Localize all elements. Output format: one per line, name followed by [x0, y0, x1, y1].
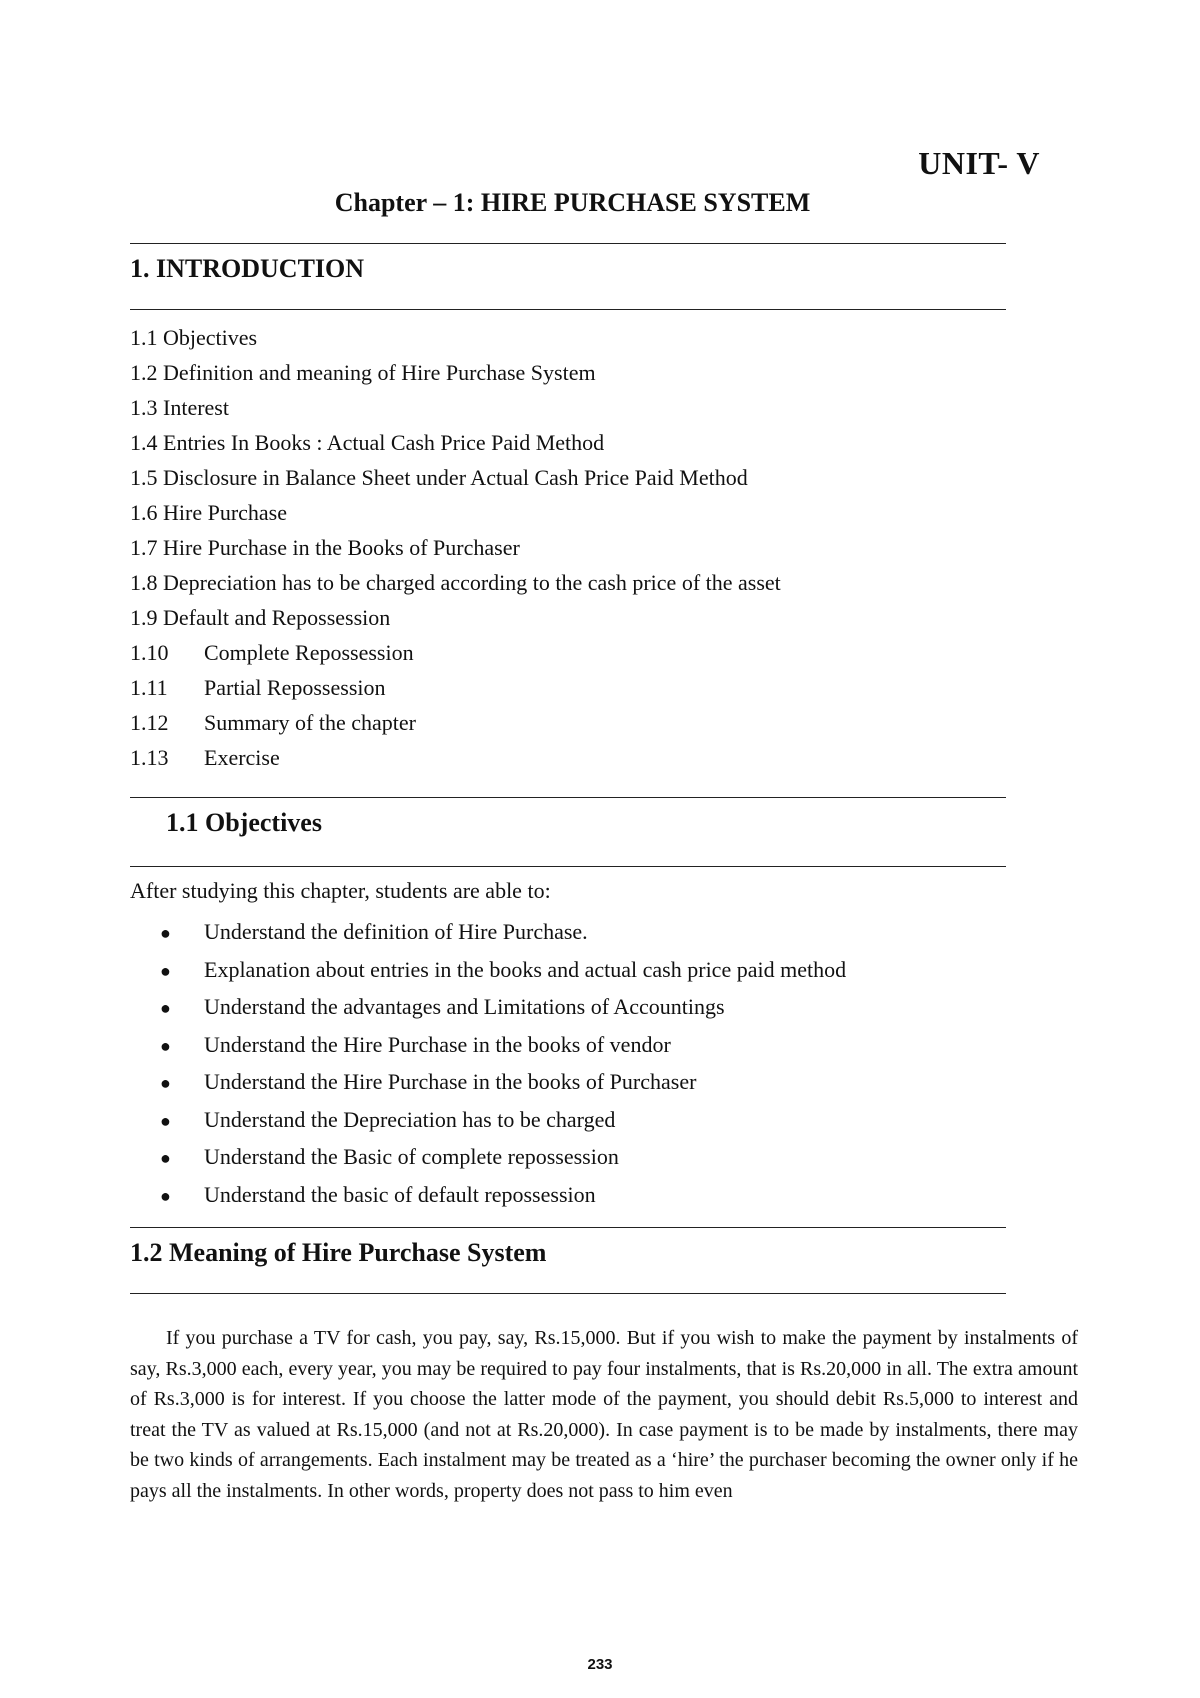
objective-text: Understand the definition of Hire Purchase.: [204, 919, 588, 944]
objective-text: Understand the Basic of complete repossession: [204, 1144, 619, 1169]
toc-item-number: 1.9: [130, 605, 158, 630]
list-item: [160, 989, 846, 1027]
toc-item-text: Default and Repossession: [163, 605, 391, 630]
horizontal-rule: [130, 309, 1006, 310]
horizontal-rule: [130, 1227, 1006, 1228]
horizontal-rule: [130, 1293, 1006, 1294]
table-of-contents: [130, 320, 781, 775]
toc-item: [130, 600, 781, 635]
objective-text: Understand the Depreciation has to be charged: [204, 1106, 616, 1132]
objectives-heading: 1.1 Objectives: [166, 808, 322, 837]
meaning-heading: 1.2 Meaning of Hire Purchase System: [130, 1238, 547, 1267]
bullet-icon: ●: [160, 960, 171, 981]
toc-item-number: 1.12: [130, 710, 169, 735]
bullet-icon: ●: [160, 1035, 171, 1056]
toc-item-text: Definition and meaning of Hire Purchase System: [163, 360, 596, 385]
toc-item-text: Partial Repossession: [204, 675, 386, 700]
toc-item-number: 1.2: [130, 360, 158, 385]
toc-item: [130, 670, 781, 705]
unit-title: UNIT- V: [918, 145, 1040, 181]
toc-item-text: Summary of the chapter: [204, 710, 416, 735]
toc-item-number: 1.1: [130, 325, 158, 350]
toc-item-number: 1.6: [130, 500, 158, 525]
toc-item: [130, 565, 781, 600]
chapter-title: [0, 188, 1200, 218]
chapter-title-text: Chapter – 1: HIRE PURCHASE SYSTEM: [334, 188, 811, 217]
toc-item-text: Interest: [163, 395, 229, 420]
horizontal-rule: [130, 243, 1006, 244]
bullet-icon: ●: [160, 1185, 171, 1206]
horizontal-rule: [130, 866, 1006, 867]
toc-item: [130, 705, 781, 740]
toc-item: [130, 740, 781, 775]
introduction-heading: 1. INTRODUCTION: [130, 254, 365, 283]
toc-item-number: 1.13: [130, 745, 169, 770]
objectives-intro: After studying this chapter, students are able to:: [130, 878, 551, 903]
toc-item-text: Objectives: [163, 325, 258, 350]
toc-item-text: Exercise: [204, 745, 280, 770]
list-item: [160, 1139, 846, 1177]
toc-item-number: 1.10: [130, 640, 169, 665]
list-item: [160, 1064, 846, 1102]
toc-item: [130, 320, 781, 355]
toc-item-text: Complete Repossession: [204, 640, 414, 665]
toc-item: [130, 530, 781, 565]
toc-item-number: 1.3: [130, 395, 158, 420]
bullet-icon: ●: [160, 998, 171, 1018]
toc-item-number: 1.8: [130, 570, 158, 595]
objective-text: Explanation about entries in the books and actual cash price paid method: [204, 956, 847, 982]
toc-item: [130, 460, 781, 495]
list-item: [160, 914, 846, 952]
toc-item: [130, 635, 781, 670]
bullet-icon: ●: [160, 923, 171, 943]
toc-item-text: Depreciation has to be charged according to the cash price of the asset: [163, 570, 781, 595]
bullet-icon: ●: [160, 1148, 171, 1168]
toc-item-number: 1.7: [130, 535, 158, 560]
objective-text: Understand the basic of default repossession: [204, 1181, 596, 1207]
toc-item-number: 1.5: [130, 465, 158, 490]
toc-item-text: Entries In Books : Actual Cash Price Paid Method: [163, 430, 605, 455]
list-item: [160, 1027, 846, 1065]
toc-item: [130, 425, 781, 460]
objective-text: Understand the advantages and Limitations of Accountings: [204, 994, 725, 1019]
bullet-icon: ●: [160, 1073, 171, 1093]
objective-text: Understand the Hire Purchase in the books of Purchaser: [204, 1069, 697, 1094]
objective-text: Understand the Hire Purchase in the books of vendor: [204, 1031, 671, 1057]
meaning-paragraph: If you purchase a TV for cash, you pay, say, Rs.15,000. But if you wish to make the payment by instalments of say, Rs.3,000 each, every year, you may be required to pay four instalments, that is Rs.20,000 in all. The extra amount of Rs.3,000 is for interest. If you choose the latter mode of the payment, you should debit Rs.5,000 to interest and treat the TV as valued at Rs.15,000 (and not at Rs.20,000). In case payment is to be made by instalments, there may be two kinds of arrangements. Each instalment may be treated as a ‘hire’ the purchaser becoming the owner only if he pays all the instalments. In other words, property does not pass to him even: [130, 1327, 1078, 1502]
list-item: [160, 1102, 846, 1140]
list-item: [160, 1177, 846, 1215]
toc-item-number: 1.4: [130, 430, 158, 455]
toc-item: [130, 495, 781, 530]
toc-item-text: Disclosure in Balance Sheet under Actual Cash Price Paid Method: [163, 465, 748, 490]
toc-item-text: Hire Purchase in the Books of Purchaser: [163, 535, 520, 560]
bullet-icon: ●: [160, 1110, 171, 1131]
page-number: 233: [587, 1656, 613, 1673]
list-item: [160, 952, 846, 990]
toc-item: [130, 355, 781, 390]
horizontal-rule: [130, 797, 1006, 798]
objectives-list: [160, 914, 846, 1214]
toc-item-number: 1.11: [130, 675, 168, 700]
toc-item: [130, 390, 781, 425]
toc-item-text: Hire Purchase: [163, 500, 288, 525]
